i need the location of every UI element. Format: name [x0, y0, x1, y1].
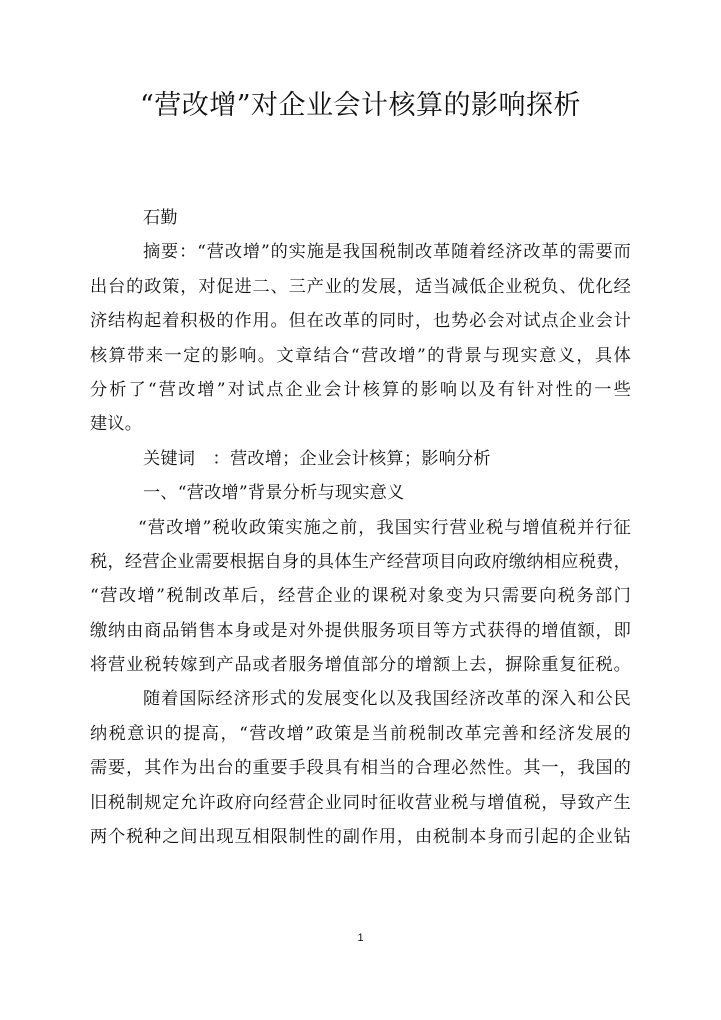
- keywords-line: 关键词 ：营改增；企业会计核算；影响分析: [143, 448, 491, 469]
- abstract-line: 济结构起着积极的作用。但在改革的同时，也势必会对试点企业会计: [90, 311, 631, 332]
- abstract-line: 核算带来一定的影响。文章结合“营改增”的背景与现实意义，具体: [90, 345, 631, 366]
- document-title: “营改增”对企业会计核算的影响探析: [139, 90, 582, 121]
- paragraph-line: “营改增”税收政策实施之前，我国实行营业税与增值税并行征: [138, 517, 631, 538]
- paragraph-line: 税，经营企业需要根据自身的具体生产经营项目向政府缴纳相应税费，: [90, 551, 631, 572]
- paragraph-line: 随着国际经济形式的发展变化以及我国经济改革的深入和公民: [143, 689, 631, 710]
- abstract-line: 摘要：“营改增”的实施是我国税制改革随着经济改革的需要而: [143, 242, 631, 263]
- paragraph-line: “营改增”税制改革后，经营企业的课税对象变为只需要向税务部门: [90, 586, 631, 607]
- paragraph-line: 需要，其作为出台的重要手段具有相当的合理必然性。其一，我国的: [90, 758, 631, 779]
- paragraph-line: 旧税制规定允许政府向经营企业同时征收营业税与增值税，导致产生: [90, 792, 631, 813]
- abstract-line: 分析了“营改增”对试点企业会计核算的影响以及有针对性的一些: [90, 379, 631, 400]
- page-number: 1: [357, 932, 364, 944]
- abstract-line: 出台的政策，对促进二、三产业的发展，适当减低企业税负、优化经: [90, 276, 631, 297]
- abstract-line: 建议。: [90, 414, 143, 435]
- paragraph-line: 缴纳由商品销售本身或是对外提供服务项目等方式获得的增值额，即: [90, 620, 631, 641]
- section-heading: 一、“营改增”背景分析与现实意义: [143, 483, 405, 504]
- paragraph-line: 纳税意识的提高，“营改增”政策是当前税制改革完善和经济发展的: [90, 723, 631, 744]
- paragraph-line: 两个税种之间出现互相限制性的副作用，由税制本身而引起的企业钻: [90, 827, 631, 848]
- document-body: [90, 201, 631, 854]
- paragraph-line: 将营业税转嫁到产品或者服务增值部分的增额上去，摒除重复征税。: [90, 655, 631, 676]
- author-name: 石勤: [143, 208, 178, 228]
